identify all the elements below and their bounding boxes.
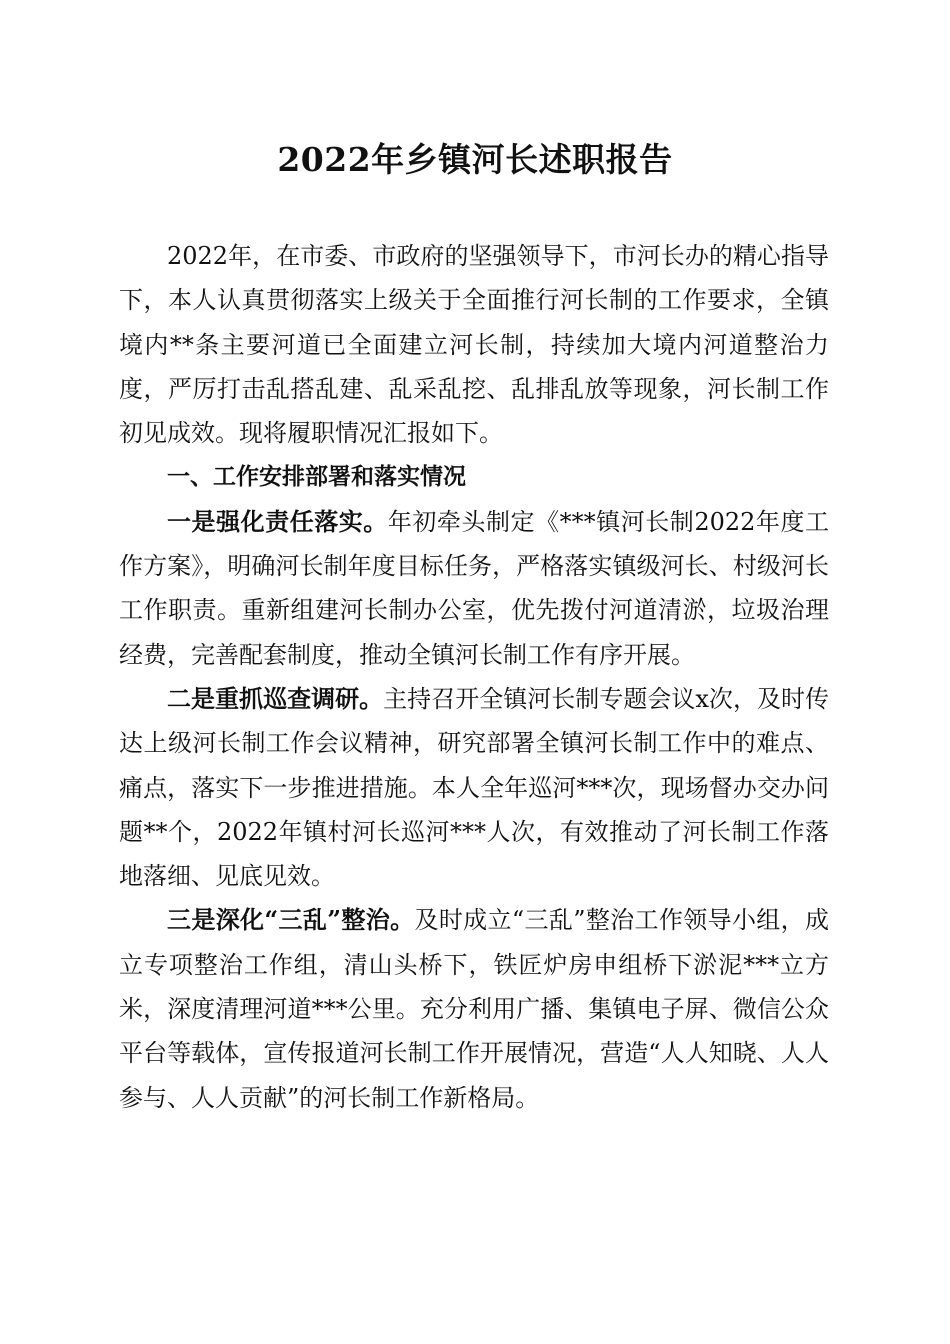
document-body [119,234,829,1120]
section-heading: 一、工作安排部署和落实情况 [167,464,466,491]
item-text: 及时成立“三乱”整治工作领导小组，成立专项整治工作组，清山头桥下，铁匠炉房申组桥下淤泥***立方米，深度清理河道***公里。充分利用广播、集镇电子屏、微信公众平台等载体，宣传报道河长制工作开展情况，营造“人人知晓、人人参与、人人贡献”的河长制工作新格局。 [119,906,829,1112]
document-title: 2022年乡镇河长述职报告 [277,140,673,179]
item-paragraph-3 [119,898,829,1119]
item-lead: 二是重抓巡查调研。 [167,683,384,713]
item-lead: 一是强化责任落实。 [167,506,388,536]
item-lead: 三是深化“三乱”整治。 [167,905,415,935]
item-text: 主持召开全镇河长制专题会议x次，及时传达上级河长制工作会议精神，研究部署全镇河长制工作中的难点、痛点，落实下一步推进措施。本人全年巡河***次，现场督办交办问题**个，2022年镇村河长巡河***人次，有效推动了河长制工作落地落细、见底见效。 [119,684,829,891]
item-text: 年初牵头制定《***镇河长制2022年度工作方案》，明确河长制年度目标任务，严格落实镇级河长、村级河长工作职责。重新组建河长制办公室，优先拨付河道清淤，垃圾治理经费，完善配套制度，推动全镇河长制工作有序开展。 [119,507,830,669]
item-paragraph-1 [119,500,829,677]
intro-paragraph: 2022年，在市委、市政府的坚强领导下，市河长办的精心指导下，本人认真贯彻落实上级关于全面推行河长制的工作要求，全镇境内**条主要河道已全面建立河长制，持续加大境内河道整治力度，严厉打击乱搭乱建、乱采乱挖、乱排乱放等现象，河长制工作初见成效。现将履职情况汇报如下。 [119,242,829,448]
item-paragraph-2 [119,677,829,898]
